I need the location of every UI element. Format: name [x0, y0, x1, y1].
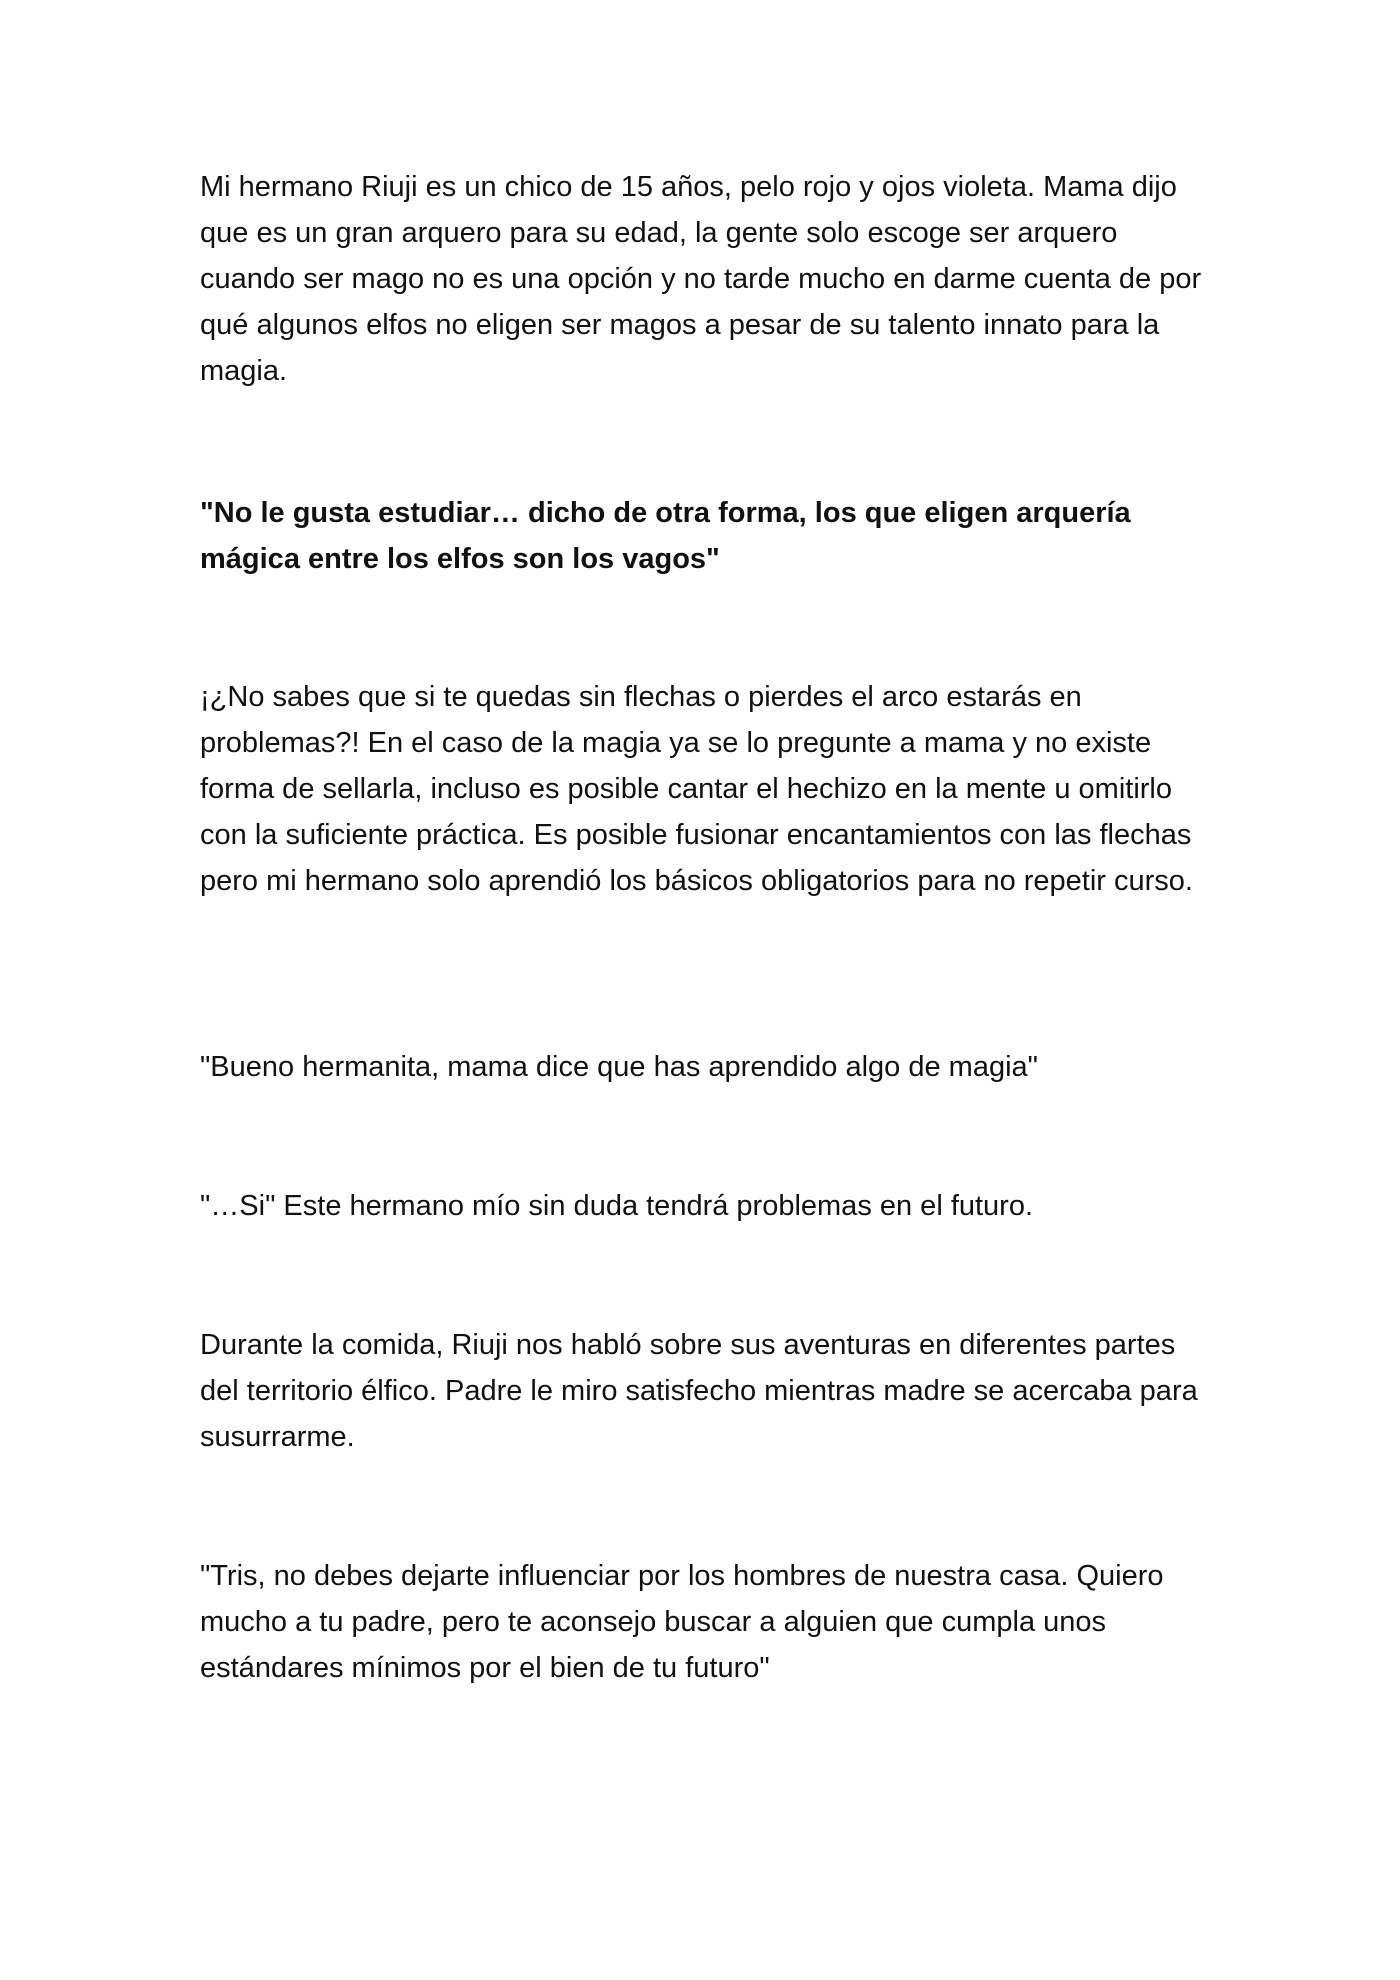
paragraph-arrows-magic: ¡¿No sabes que si te quedas sin flechas o pierdes el arco estarás en problemas?! En el caso de la magia ya se lo pregunte a mama y no existe forma de sellarla, incluso es posible cantar el hechizo en la mente u omitirlo con la suficiente práctica. Es posible fusionar encantamientos con las flechas pero mi hermano solo aprendió los básicos obligatorios para no repetir curso. — [200, 681, 1193, 897]
paragraph-mother-advice: "Tris, no debes dejarte influenciar por los hombres de nuestra casa. Quiero mucho a tu padre, pero te aconsejo buscar a alguien que cumpla unos estándares mínimos por el bien de tu futuro" — [200, 1560, 1164, 1684]
paragraph-riuji-description: Mi hermano Riuji es un chico de 15 años, pelo rojo y ojos violeta. Mama dijo que es un gran arquero para su edad, la gente solo escoge ser arquero cuando ser mago no es una opción y no tarde mucho en darme cuenta de por qué algunos elfos no eligen ser magos a pesar de su talento innato para la magia. — [200, 171, 1202, 387]
paragraph-dinner: Durante la comida, Riuji nos habló sobre sus aventuras en diferentes partes del territorio élfico. Padre le miro satisfecho mientras madre se acercaba para susurrarme. — [200, 1329, 1198, 1453]
paragraph-dialogue-hermanita: "Bueno hermanita, mama dice que has aprendido algo de magia" — [200, 1051, 1038, 1083]
paragraph-dialogue-si: "…Si" Este hermano mío sin duda tendrá problemas en el futuro. — [200, 1190, 1034, 1222]
paragraph-bold-quote: "No le gusta estudiar… dicho de otra forma, los que eligen arquería mágica entre los elfos son los vagos" — [200, 497, 1131, 575]
